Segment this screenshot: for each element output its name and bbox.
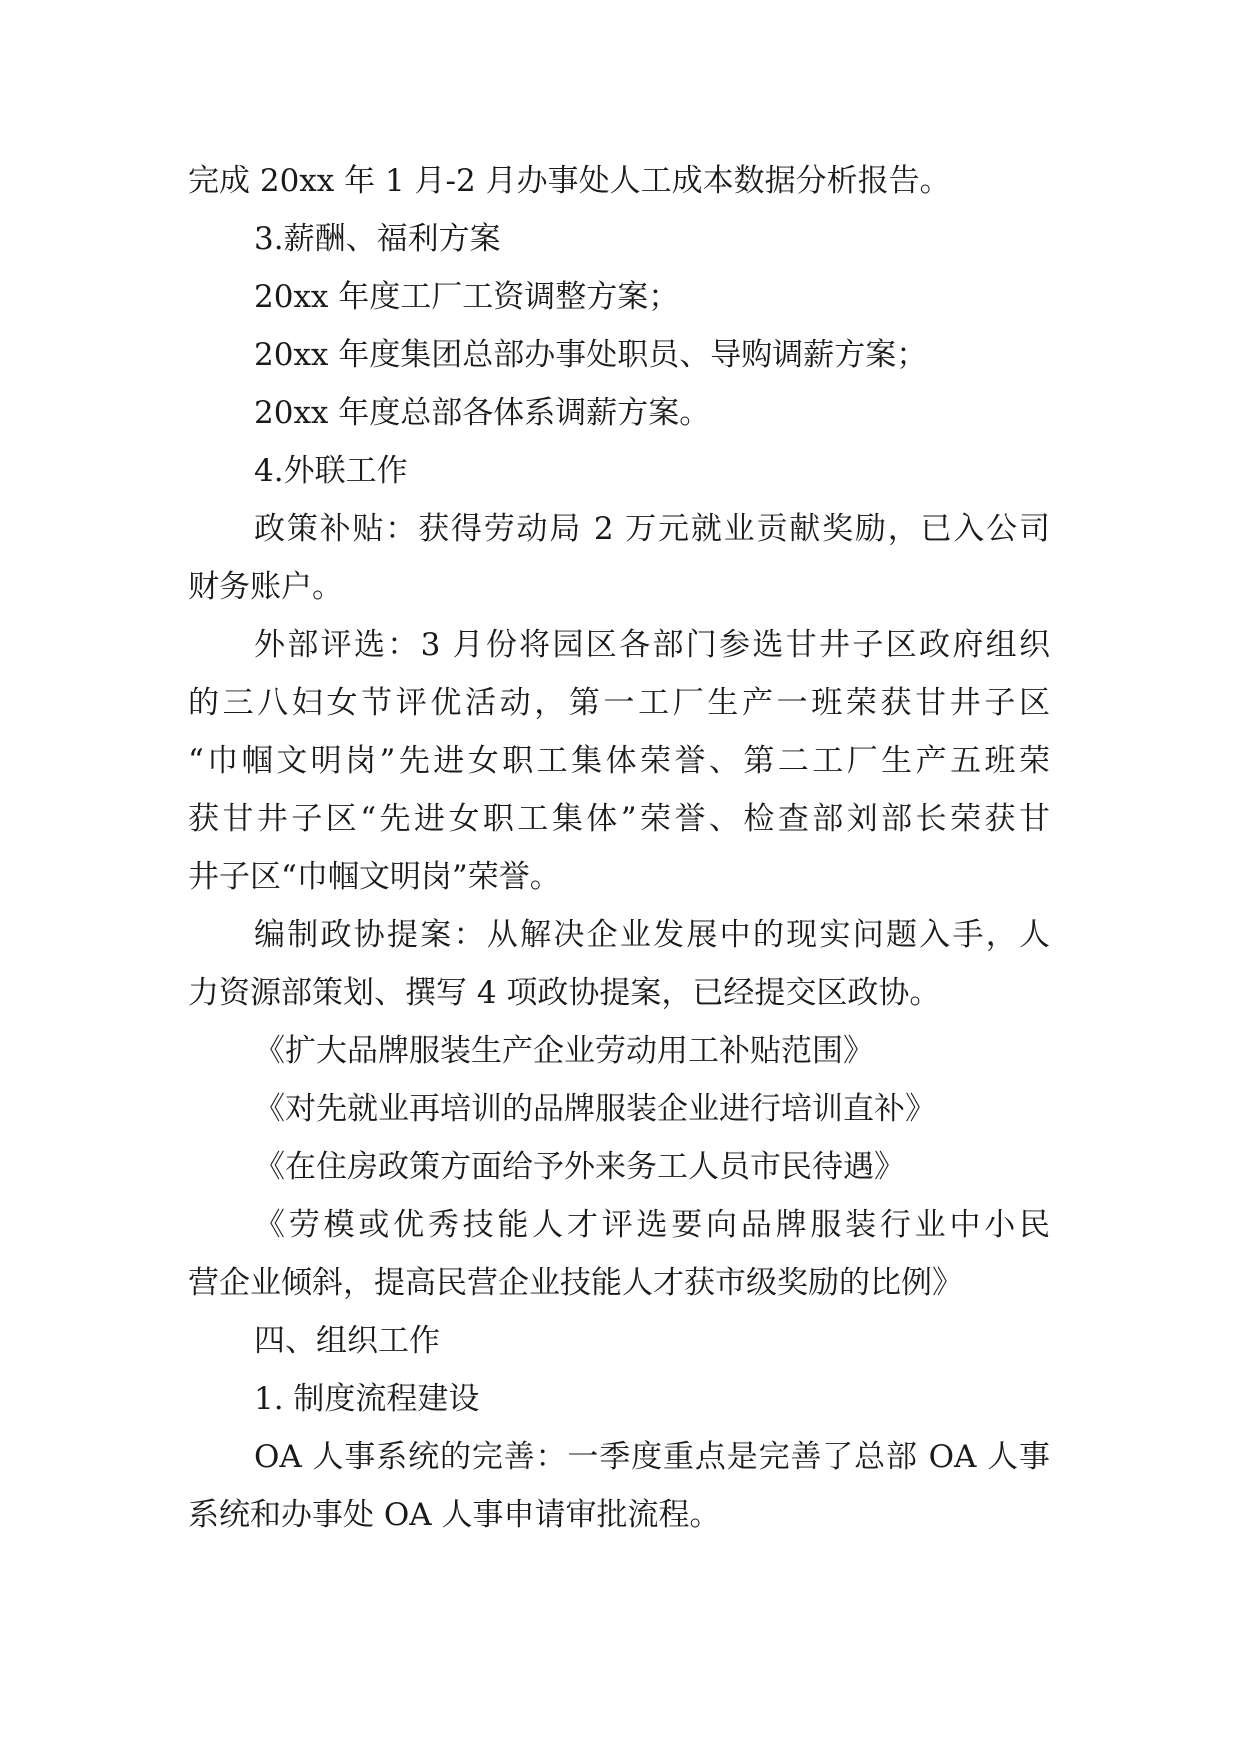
- proposal-title: 《在住房政策方面给予外来务工人员市民待遇》: [254, 1149, 905, 1185]
- text-line: 完成 20xx 年 1 月-2 月办事处人工成本数据分析报告。: [188, 163, 951, 199]
- text-line: 获甘井子区“先进女职工集体”荣誉、检查部刘部长荣获甘: [188, 801, 1050, 837]
- text-line: 外部评选：3 月份将园区各部门参选甘井子区政府组织: [254, 627, 1050, 663]
- text-line: 政策补贴：获得劳动局 2 万元就业贡献奖励，已入公司: [254, 511, 1050, 547]
- proposal-title-continued: 营企业倾斜，提高民营企业技能人才获市级奖励的比例》: [188, 1265, 963, 1301]
- proposal-title: 《劳模或优秀技能人才评选要向品牌服装行业中小民: [254, 1207, 1050, 1243]
- text-line: 20xx 年度工厂工资调整方案；: [254, 279, 680, 315]
- text-line: 井子区“巾帼文明岗”荣誉。: [188, 859, 561, 895]
- section-heading: 3.薪酬、福利方案: [254, 221, 501, 257]
- text-line: 系统和办事处 OA 人事申请审批流程。: [188, 1497, 721, 1533]
- proposal-title: 《扩大品牌服装生产企业劳动用工补贴范围》: [254, 1033, 874, 1069]
- text-line: 编制政协提案：从解决企业发展中的现实问题入手，人: [254, 917, 1050, 953]
- text-line: OA 人事系统的完善：一季度重点是完善了总部 OA 人事: [254, 1439, 1050, 1475]
- text-line: 力资源部策划、撰写 4 项政协提案，已经提交区政协。: [188, 975, 941, 1011]
- text-line: 的三八妇女节评优活动，第一工厂生产一班荣获甘井子区: [188, 685, 1050, 721]
- chapter-heading: 四、组织工作: [254, 1323, 440, 1359]
- text-line: 20xx 年度集团总部办事处职员、导购调薪方案；: [254, 337, 928, 373]
- text-line: “巾帼文明岗”先进女职工集体荣誉、第二工厂生产五班荣: [188, 743, 1050, 779]
- section-heading: 1. 制度流程建设: [254, 1381, 480, 1417]
- text-line: 20xx 年度总部各体系调薪方案。: [254, 395, 711, 431]
- section-heading: 4.外联工作: [254, 453, 408, 489]
- text-line: 财务账户。: [188, 569, 343, 605]
- proposal-title: 《对先就业再培训的品牌服装企业进行培训直补》: [254, 1091, 936, 1127]
